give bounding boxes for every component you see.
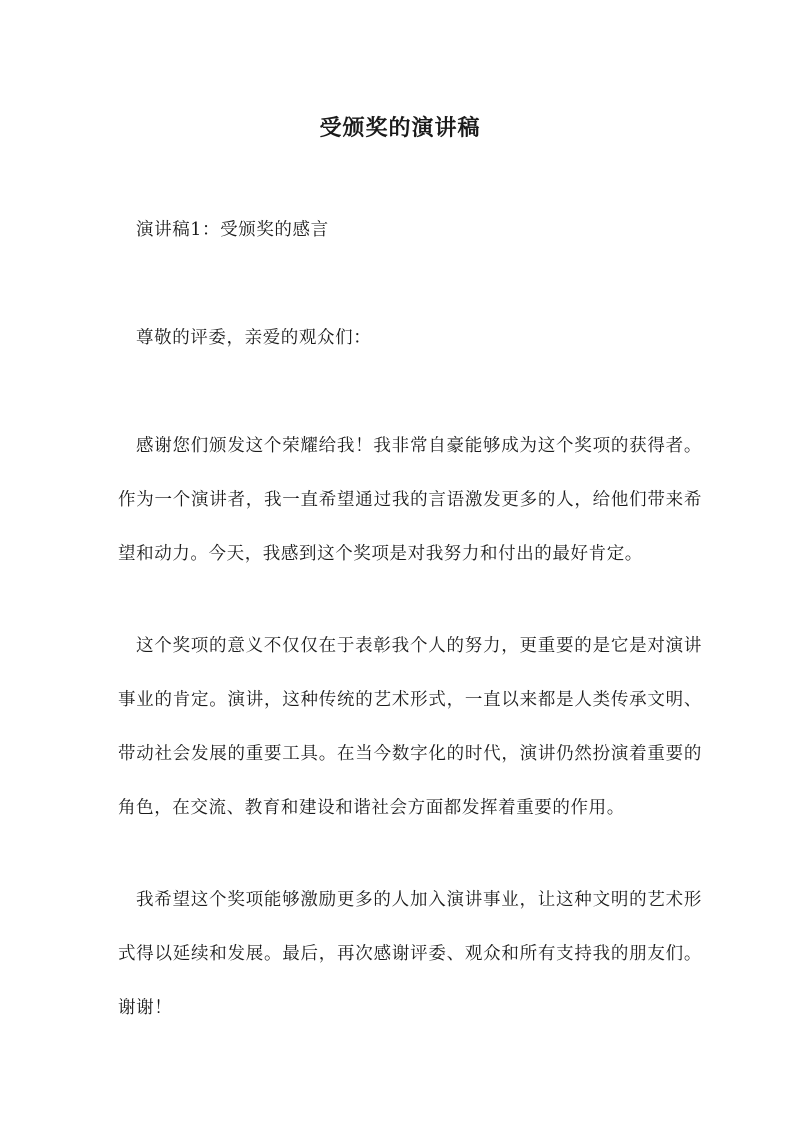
greeting: 尊敬的评委，亲爱的观众们：	[136, 328, 372, 348]
paragraph-2: 这个奖项的意义不仅仅在于表彰我个人的努力，更重要的是它是对演讲事业的肯定。演讲，这种传统的艺术形式，一直以来都是人类传承文明、带动社会发展的重要工具。在当今数字化的时代，演讲仍然扮演着重要的角色，在交流、教育和建设和谐社会方面都发挥着重要的作用。	[118, 636, 702, 818]
paragraph-3: 我希望这个奖项能够激励更多的人加入演讲事业，让这种文明的艺术形式得以延续和发展。最后，再次感谢评委、观众和所有支持我的朋友们。谢谢！	[118, 890, 702, 1018]
speech-subtitle: 演讲稿1：受颁奖的感言	[136, 220, 329, 240]
document-title: 受颁奖的演讲稿	[319, 114, 481, 141]
paragraph-1: 感谢您们颁发这个荣耀给我！我非常自豪能够成为这个奖项的获得者。作为一个演讲者，我一直希望通过我的言语激发更多的人，给他们带来希望和动力。今天，我感到这个奖项是对我努力和付出的最好肯定。	[118, 436, 702, 564]
